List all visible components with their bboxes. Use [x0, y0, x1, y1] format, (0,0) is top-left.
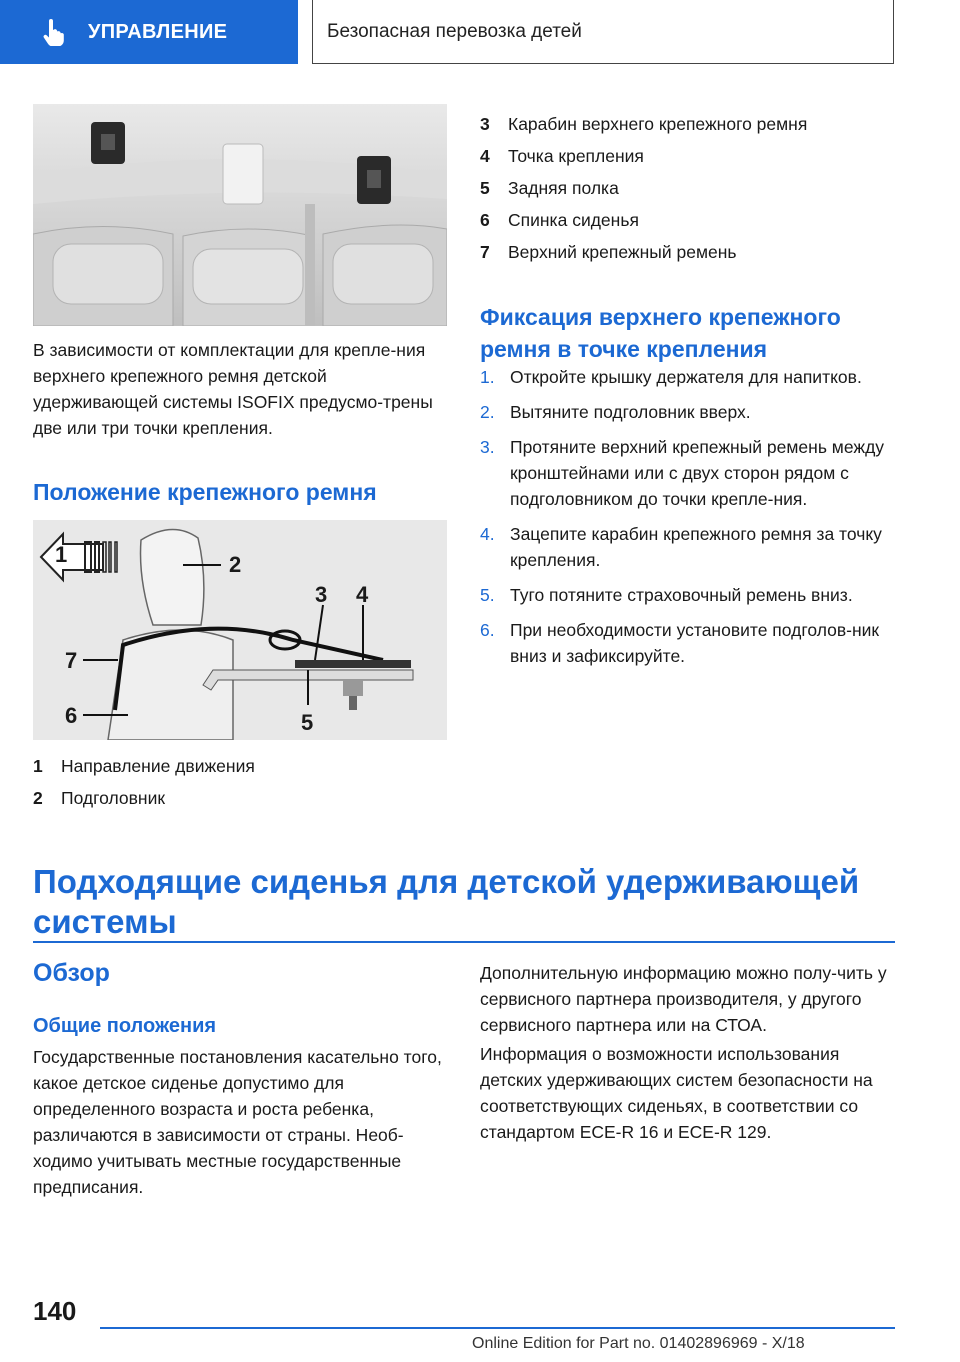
- tether-position-diagram: [33, 520, 447, 740]
- step-list: [480, 364, 900, 678]
- left-legend: [33, 750, 447, 814]
- photo-caption: В зависимости от комплектации для крепле-ния верхнего крепежного ремня детской удерживающей системы ISOFIX предусмо-трены две или три точки крепления.: [33, 340, 433, 438]
- list-item: 6. При необходимости установите подголов-ник вниз и зафиксируйте.: [480, 620, 880, 666]
- list-item: 7 Верхний крепежный ремень: [480, 242, 737, 262]
- diagram-label-2: 2: [229, 552, 242, 577]
- list-item: 3. Протяните верхний крепежный ремень между кронштейнами или с двух сторон рядом с подголовником до точки крепле-ния.: [480, 437, 885, 509]
- list-item: 1. Откройте крышку держателя для напитков.: [480, 367, 862, 387]
- diagram-label-1: 1: [55, 542, 68, 567]
- diagram-label-5: 5: [301, 710, 314, 735]
- section-divider: [33, 941, 895, 943]
- list-item: 2 Подголовник: [33, 788, 166, 808]
- hand-pointer-icon: [40, 17, 66, 47]
- footer-divider: [100, 1327, 895, 1329]
- diagram-label-3: 3: [315, 582, 328, 607]
- list-item: 6 Спинка сиденья: [480, 210, 639, 230]
- right-paragraph-1: Дополнительную информацию можно полу-чить у сервисного партнера производителя, у другого сервисного партнера или на СТОА.: [480, 963, 887, 1035]
- general-heading: Общие положения: [33, 1015, 217, 1037]
- list-item: 5. Туго потяните страховочный ремень вниз.: [480, 585, 853, 605]
- diagram-label-7: 7: [65, 648, 78, 673]
- list-item: 1 Направление движения: [33, 756, 255, 776]
- section-heading: Положение крепежного ремня: [33, 479, 377, 505]
- diagram-label-4: 4: [356, 582, 369, 607]
- rear-shelf-photo: [33, 104, 447, 326]
- footer-edition: Online Edition for Part no. 01402896969 - X/18: [472, 1335, 805, 1352]
- fixing-heading: Фиксация верхнего крепежного ремня в точке крепления: [480, 304, 841, 362]
- list-item: 5 Задняя полка: [480, 178, 619, 198]
- overview-heading: Обзор: [33, 959, 110, 987]
- section-tab[interactable]: [0, 0, 298, 64]
- list-item: 2. Вытяните подголовник вверх.: [480, 402, 751, 422]
- main-section-title: Подходящие сиденья для детской удерживающей системы: [33, 863, 860, 940]
- right-paragraph-2: Информация о возможности использования детских удерживающих систем безопасности на соответствующих сиденьях, в соответствии со стандартом ECE-R 16 и ECE-R 129.: [480, 1044, 873, 1142]
- diagram-label-6: 6: [65, 703, 78, 728]
- page-title: Безопасная перевозка детей: [312, 0, 894, 64]
- general-text: Государственные постановления касательно того, какое детское сиденье допустимо для определенного возраста и роста ребенка, различаются в зависимости от страны. Необ-ходимо учитывать местные государственные предписания.: [33, 1047, 442, 1197]
- list-item: 4. Зацепите карабин крепежного ремня за точку крепления.: [480, 524, 882, 570]
- list-item: 3 Карабин верхнего крепежного ремня: [480, 114, 808, 134]
- section-label: УПРАВЛЕНИЕ: [88, 20, 228, 43]
- page-number: 140: [33, 1296, 77, 1326]
- right-legend: [480, 108, 900, 268]
- list-item: 4 Точка крепления: [480, 146, 644, 166]
